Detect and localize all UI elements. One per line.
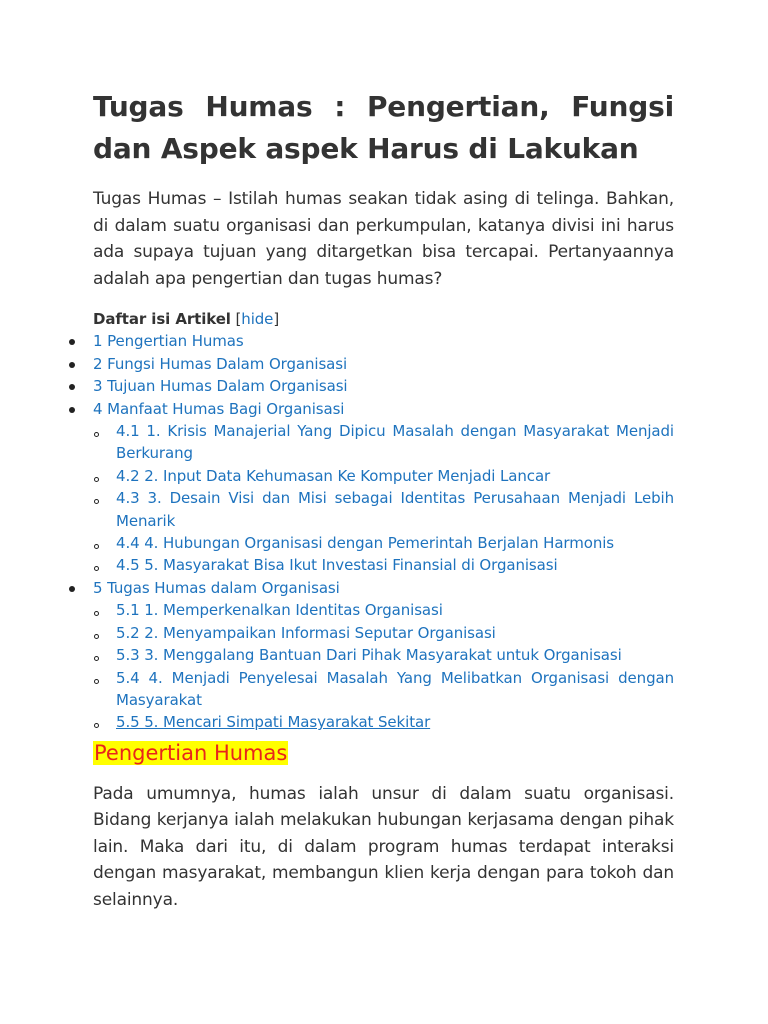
toc-subitem [116,532,674,554]
toc-sublink[interactable]: 4.3 3. Desain Visi dan Misi sebagai Identitas Perusahaan Menjadi Lebih Menarik [116,489,674,530]
circle-bullet-icon [94,477,99,482]
toc-item [93,577,674,734]
bullet-icon [69,384,75,390]
toc-list [93,330,674,733]
toc-hide-link[interactable]: hide [241,310,274,328]
toc-subitem [116,622,674,644]
toc-subitem [116,487,674,532]
table-of-contents [93,308,674,734]
toc-link[interactable]: 5 Tugas Humas dalam Organisasi [93,578,340,597]
circle-bullet-icon [94,544,99,549]
article-content [93,86,674,913]
toc-header [93,308,674,330]
section-paragraph: Pada umumnya, humas ialah unsur di dalam suatu organisasi. Bidang kerjanya ialah melakukan hubungan kerjasama dengan pihak lain. Maka dari itu, di dalam program humas terdapat interaksi dengan masyarakat, membangun klien kerja dengan para tokoh dan selainnya. [93,783,674,910]
circle-bullet-icon [94,656,99,661]
toc-sublink[interactable]: 5.4 4. Menjadi Penyelesai Masalah Yang Melibatkan Organisasi dengan Masyarakat [116,668,674,709]
toc-subitem [116,667,674,712]
circle-bullet-icon [94,566,99,571]
toc-sublist [93,599,674,733]
toc-subitem [116,644,674,666]
toc-subitem [116,420,674,465]
toc-sublink[interactable]: 4.4 4. Hubungan Organisasi dengan Pemerintah Berjalan Harmonis [116,534,615,553]
toc-sublink[interactable]: 4.2 2. Input Data Kehumasan Ke Komputer Menjadi Lancar [116,466,551,485]
toc-sublink[interactable]: 5.3 3. Menggalang Bantuan Dari Pihak Masyarakat untuk Organisasi [116,646,622,665]
toc-link[interactable]: 2 Fungsi Humas Dalam Organisasi [93,354,348,373]
toc-subitem [116,711,674,733]
toc-subitem [116,599,674,621]
toc-sublink[interactable]: 4.1 1. Krisis Manajerial Yang Dipicu Masalah dengan Masyarakat Menjadi Berkurang [116,422,674,463]
bullet-icon [69,362,75,368]
toc-sublink[interactable]: 5.1 1. Memperkenalkan Identitas Organisasi [116,601,443,620]
toc-item [93,353,674,375]
section-heading-text: Pengertian Humas [94,740,288,765]
toc-bracket-close: ] [273,310,280,328]
section-heading [93,738,674,768]
toc-item [93,398,674,577]
toc-title: Daftar isi Artikel [93,310,231,328]
circle-bullet-icon [94,611,99,616]
toc-subitem [116,465,674,487]
toc-link[interactable]: 3 Tujuan Humas Dalam Organisasi [93,377,348,396]
toc-sublink[interactable]: 4.5 5. Masyarakat Bisa Ikut Investasi Finansial di Organisasi [116,556,558,575]
toc-item [93,375,674,397]
circle-bullet-icon [94,499,99,504]
toc-sublink[interactable]: 5.2 2. Menyampaikan Informasi Seputar Organisasi [116,623,496,642]
toc-bracket-open: [ [230,310,242,328]
circle-bullet-icon [94,432,99,437]
circle-bullet-icon [94,679,99,684]
toc-sublist [93,420,674,577]
bullet-icon [69,586,75,592]
circle-bullet-icon [94,634,99,639]
toc-link[interactable]: 1 Pengertian Humas [93,332,244,351]
intro-paragraph: Tugas Humas – Istilah humas seakan tidak asing di telinga. Bahkan, di dalam suatu organisasi dan perkumpulan, katanya divisi ini harus ada supaya tujuan yang ditargetkan bisa tercapai. Pertanyaannya adalah apa pengertian dan tugas humas? [93,189,674,289]
bullet-icon [69,407,75,413]
toc-item [93,330,674,352]
bullet-icon [69,339,75,345]
toc-link[interactable]: 4 Manfaat Humas Bagi Organisasi [93,399,345,418]
toc-subitem [116,554,674,576]
circle-bullet-icon [94,723,99,728]
toc-sublink-active[interactable]: 5.5 5. Mencari Simpati Masyarakat Sekitar [116,713,431,732]
article-title: Tugas Humas : Pengertian, Fungsi dan Aspek aspek Harus di Lakukan [93,90,674,165]
